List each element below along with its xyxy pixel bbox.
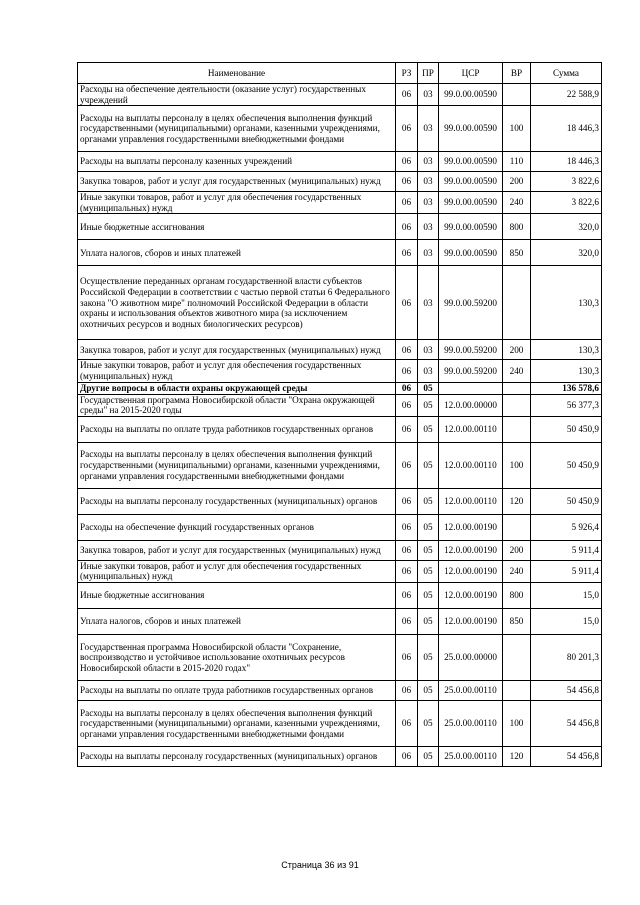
cell-vr: 240 — [503, 560, 531, 582]
cell-vr: 200 — [503, 172, 531, 192]
cell-sum: 22 588,9 — [531, 84, 602, 106]
cell-rz: 06 — [396, 582, 418, 608]
cell-vr: 800 — [503, 582, 531, 608]
cell-vr: 110 — [503, 152, 531, 172]
cell-rz: 06 — [396, 560, 418, 582]
cell-vr: 240 — [503, 192, 531, 214]
cell-vr — [503, 634, 531, 680]
cell-vr: 100 — [503, 700, 531, 746]
cell-csr: 12.0.00.00110 — [439, 416, 503, 442]
cell-name: Закупка товаров, работ и услуг для государственных (муниципальных) нужд — [78, 172, 396, 192]
cell-sum: 130,3 — [531, 340, 602, 360]
cell-vr: 100 — [503, 106, 531, 152]
cell-pr: 03 — [418, 106, 439, 152]
cell-csr: 99.0.00.00590 — [439, 192, 503, 214]
cell-pr: 05 — [418, 560, 439, 582]
cell-csr — [439, 382, 503, 394]
cell-rz: 06 — [396, 514, 418, 540]
cell-name: Расходы на выплаты персоналу государственных (муниципальных) органов — [78, 746, 396, 766]
table-row — [78, 382, 602, 394]
cell-csr: 99.0.00.59200 — [439, 360, 503, 382]
cell-vr — [503, 680, 531, 700]
cell-csr: 12.0.00.00190 — [439, 608, 503, 634]
header-name: Наименование — [78, 63, 396, 84]
cell-csr: 25.0.00.00000 — [439, 634, 503, 680]
table-row — [78, 540, 602, 560]
cell-rz: 06 — [396, 84, 418, 106]
cell-sum: 56 377,3 — [531, 394, 602, 416]
cell-name: Расходы на выплаты по оплате труда работников государственных органов — [78, 680, 396, 700]
cell-vr — [503, 266, 531, 340]
cell-name: Иные закупки товаров, работ и услуг для обеспечения государственных (муниципальных) нужд — [78, 192, 396, 214]
cell-sum: 15,0 — [531, 582, 602, 608]
cell-name: Иные бюджетные ассигнования — [78, 214, 396, 240]
cell-name: Расходы на обеспечение деятельности (оказание услуг) государственных учреждений — [78, 84, 396, 106]
cell-pr: 05 — [418, 608, 439, 634]
table-row — [78, 680, 602, 700]
cell-pr: 05 — [418, 488, 439, 514]
cell-sum: 18 446,3 — [531, 106, 602, 152]
cell-sum: 50 450,9 — [531, 416, 602, 442]
cell-vr — [503, 382, 531, 394]
cell-sum: 80 201,3 — [531, 634, 602, 680]
cell-pr: 05 — [418, 680, 439, 700]
cell-sum: 15,0 — [531, 608, 602, 634]
cell-csr: 99.0.00.00590 — [439, 152, 503, 172]
cell-csr: 99.0.00.00590 — [439, 106, 503, 152]
cell-rz: 06 — [396, 416, 418, 442]
cell-rz: 06 — [396, 634, 418, 680]
cell-pr: 05 — [418, 700, 439, 746]
header-rz: РЗ — [396, 63, 418, 84]
cell-name: Уплата налогов, сборов и иных платежей — [78, 608, 396, 634]
cell-rz: 06 — [396, 680, 418, 700]
cell-rz: 06 — [396, 442, 418, 488]
cell-sum: 54 456,8 — [531, 746, 602, 766]
cell-csr: 99.0.00.00590 — [439, 240, 503, 266]
cell-pr: 05 — [418, 634, 439, 680]
header-sum: Сумма — [531, 63, 602, 84]
header-pr: ПР — [418, 63, 439, 84]
cell-name: Государственная программа Новосибирской области "Охрана окружающей среды" на 2015-2020 годы — [78, 394, 396, 416]
cell-csr: 99.0.00.59200 — [439, 340, 503, 360]
cell-rz: 06 — [396, 152, 418, 172]
header-csr: ЦСР — [439, 63, 503, 84]
table-header-row — [78, 63, 602, 84]
cell-name: Иные закупки товаров, работ и услуг для обеспечения государственных (муниципальных) нужд — [78, 360, 396, 382]
table-row — [78, 560, 602, 582]
table-row — [78, 700, 602, 746]
cell-csr: 12.0.00.00110 — [439, 442, 503, 488]
cell-csr: 12.0.00.00000 — [439, 394, 503, 416]
cell-csr: 99.0.00.00590 — [439, 172, 503, 192]
cell-rz: 06 — [396, 240, 418, 266]
cell-vr: 240 — [503, 360, 531, 382]
table-row — [78, 608, 602, 634]
cell-vr: 120 — [503, 746, 531, 766]
cell-name: Расходы на выплаты персоналу в целях обеспечения выполнения функций государственными (муниципальными) органами, казенными учреждениями, органами управления государственными внебюджетными фондами — [78, 106, 396, 152]
table-row — [78, 360, 602, 382]
cell-csr: 99.0.00.00590 — [439, 214, 503, 240]
cell-sum: 50 450,9 — [531, 442, 602, 488]
cell-vr — [503, 394, 531, 416]
cell-name: Закупка товаров, работ и услуг для государственных (муниципальных) нужд — [78, 540, 396, 560]
cell-pr: 03 — [418, 340, 439, 360]
cell-rz: 06 — [396, 360, 418, 382]
cell-pr: 03 — [418, 192, 439, 214]
cell-sum: 18 446,3 — [531, 152, 602, 172]
cell-vr: 800 — [503, 214, 531, 240]
cell-csr: 12.0.00.00190 — [439, 540, 503, 560]
cell-vr — [503, 416, 531, 442]
cell-name: Расходы на обеспечение функций государственных органов — [78, 514, 396, 540]
cell-name: Расходы на выплаты персоналу государственных (муниципальных) органов — [78, 488, 396, 514]
cell-pr: 03 — [418, 84, 439, 106]
cell-sum: 3 822,6 — [531, 172, 602, 192]
cell-rz: 06 — [396, 700, 418, 746]
cell-rz: 06 — [396, 382, 418, 394]
cell-csr: 99.0.00.00590 — [439, 84, 503, 106]
table-row — [78, 152, 602, 172]
cell-sum: 5 926,4 — [531, 514, 602, 540]
cell-csr: 25.0.00.00110 — [439, 680, 503, 700]
table-row — [78, 488, 602, 514]
cell-csr: 12.0.00.00190 — [439, 514, 503, 540]
cell-sum: 54 456,8 — [531, 680, 602, 700]
table-row — [78, 192, 602, 214]
cell-csr: 99.0.00.59200 — [439, 266, 503, 340]
cell-rz: 06 — [396, 214, 418, 240]
table-body — [78, 84, 602, 767]
cell-name: Расходы на выплаты персоналу казенных учреждений — [78, 152, 396, 172]
table-row — [78, 582, 602, 608]
cell-name: Закупка товаров, работ и услуг для государственных (муниципальных) нужд — [78, 340, 396, 360]
cell-rz: 06 — [396, 540, 418, 560]
cell-rz: 06 — [396, 746, 418, 766]
cell-sum: 3 822,6 — [531, 192, 602, 214]
table-row — [78, 106, 602, 152]
cell-name: Расходы на выплаты по оплате труда работников государственных органов — [78, 416, 396, 442]
table-row — [78, 84, 602, 106]
table-row — [78, 514, 602, 540]
cell-sum: 5 911,4 — [531, 540, 602, 560]
cell-vr: 200 — [503, 340, 531, 360]
cell-pr: 03 — [418, 240, 439, 266]
cell-csr: 12.0.00.00110 — [439, 488, 503, 514]
cell-pr: 05 — [418, 514, 439, 540]
cell-pr: 03 — [418, 360, 439, 382]
cell-rz: 06 — [396, 394, 418, 416]
cell-pr: 05 — [418, 416, 439, 442]
table-row — [78, 634, 602, 680]
cell-name: Расходы на выплаты персоналу в целях обеспечения выполнения функций государственными (муниципальными) органами, казенными учреждениями, органами управления государственными внебюджетными фондами — [78, 442, 396, 488]
cell-sum: 320,0 — [531, 240, 602, 266]
cell-csr: 12.0.00.00190 — [439, 582, 503, 608]
cell-name: Уплата налогов, сборов и иных платежей — [78, 240, 396, 266]
cell-pr: 05 — [418, 540, 439, 560]
cell-pr: 03 — [418, 152, 439, 172]
cell-sum: 136 578,6 — [531, 382, 602, 394]
cell-pr: 05 — [418, 582, 439, 608]
cell-sum: 320,0 — [531, 214, 602, 240]
cell-vr: 200 — [503, 540, 531, 560]
cell-sum: 54 456,8 — [531, 700, 602, 746]
cell-pr: 03 — [418, 214, 439, 240]
cell-vr — [503, 514, 531, 540]
cell-pr: 05 — [418, 394, 439, 416]
cell-vr: 100 — [503, 442, 531, 488]
table-row — [78, 240, 602, 266]
cell-pr: 05 — [418, 442, 439, 488]
cell-rz: 06 — [396, 172, 418, 192]
cell-pr: 05 — [418, 382, 439, 394]
cell-rz: 06 — [396, 608, 418, 634]
cell-pr: 03 — [418, 172, 439, 192]
cell-sum: 130,3 — [531, 266, 602, 340]
cell-vr: 850 — [503, 240, 531, 266]
cell-rz: 06 — [396, 192, 418, 214]
cell-rz: 06 — [396, 106, 418, 152]
cell-name: Расходы на выплаты персоналу в целях обеспечения выполнения функций государственными (муниципальными) органами, казенными учреждениями, органами управления государственными внебюджетными фондами — [78, 700, 396, 746]
cell-sum: 130,3 — [531, 360, 602, 382]
cell-csr: 25.0.00.00110 — [439, 700, 503, 746]
budget-table — [77, 62, 602, 767]
cell-name: Иные закупки товаров, работ и услуг для обеспечения государственных (муниципальных) нужд — [78, 560, 396, 582]
cell-vr — [503, 84, 531, 106]
table-row — [78, 416, 602, 442]
header-vr: ВР — [503, 63, 531, 84]
cell-name: Осуществление переданных органам государственной власти субъектов Российской Федерации в соответствии с частью первой статьи 6 Федерального закона "О животном мире" полномочий Российской Федерации в области охраны и использования объектов животного мира (за исключением охотничьих ресурсов и водных биологических ресурсов) — [78, 266, 396, 340]
cell-sum: 5 911,4 — [531, 560, 602, 582]
cell-sum: 50 450,9 — [531, 488, 602, 514]
cell-csr: 25.0.00.00110 — [439, 746, 503, 766]
table-row — [78, 340, 602, 360]
table-row — [78, 172, 602, 192]
cell-rz: 06 — [396, 266, 418, 340]
cell-name: Государственная программа Новосибирской области "Сохранение, воспроизводство и устойчивое использование охотничьих ресурсов Новосибирской области в 2015-2020 годах" — [78, 634, 396, 680]
page-number: Страница 36 из 91 — [281, 860, 359, 870]
cell-rz: 06 — [396, 488, 418, 514]
table-row — [78, 266, 602, 340]
cell-name: Другие вопросы в области охраны окружающей среды — [78, 382, 396, 394]
table-row — [78, 214, 602, 240]
cell-csr: 12.0.00.00190 — [439, 560, 503, 582]
cell-pr: 03 — [418, 266, 439, 340]
cell-name: Иные бюджетные ассигнования — [78, 582, 396, 608]
cell-rz: 06 — [396, 340, 418, 360]
table-row — [78, 746, 602, 766]
table-row — [78, 442, 602, 488]
table-row — [78, 394, 602, 416]
cell-vr: 850 — [503, 608, 531, 634]
cell-pr: 05 — [418, 746, 439, 766]
cell-vr: 120 — [503, 488, 531, 514]
